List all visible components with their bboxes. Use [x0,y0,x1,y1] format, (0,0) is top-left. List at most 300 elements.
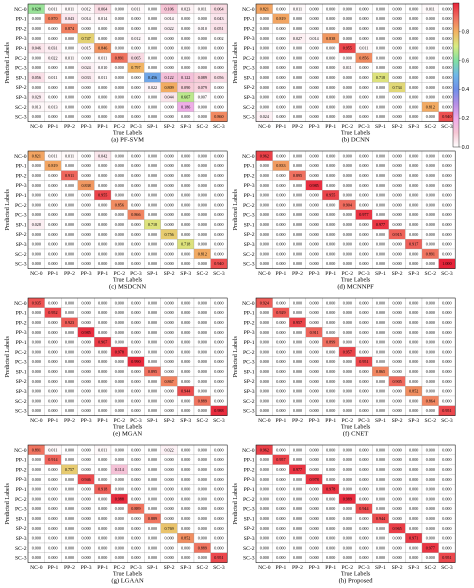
y-tick-label: SC-2 [14,398,27,405]
cell-value: 0.000 [48,486,58,492]
cell-value: 0.718 [375,75,386,80]
cell-value: 0.000 [48,476,58,482]
cell-value: 0.000 [292,329,303,335]
cell-value: 0.000 [359,535,369,541]
cell-value: 0.000 [114,486,124,492]
cell-value: 0.000 [81,359,91,365]
cell-value: 0.000 [326,202,336,208]
cell-value: 0.000 [375,231,386,237]
cell-value: 0.000 [81,261,91,267]
cell-value: 0.000 [114,26,124,31]
cell-value: 0.000 [342,173,352,178]
cell-value: 0.000 [81,555,91,561]
cell-value: 0.000 [326,16,336,22]
cell-value: 0.000 [425,476,435,482]
cell-value: 0.000 [359,35,369,41]
cell-value: 0.000 [164,476,174,482]
cell-value: 0.000 [114,369,124,374]
cell-value: 0.000 [197,231,207,237]
cell-value: 0.889 [147,516,158,521]
cell-value: 0.000 [342,75,352,80]
cell-value: 0.000 [114,555,124,561]
cell-value: 0.000 [276,467,286,472]
cell-value: 0.011 [197,6,207,12]
cell-value: 0.000 [131,535,141,541]
cell-value: 0.089 [197,75,207,80]
cell-value: 0.988 [114,496,124,502]
y-tick-label: SP-1 [15,516,27,523]
cell-value: 0.000 [326,300,336,306]
cell-value: 0.990 [131,359,141,365]
heatmap-svg [2,294,228,439]
cell-value: 0.000 [64,398,75,404]
cell-value: 0.000 [64,300,75,306]
cell-value: 0.000 [164,506,174,512]
x-tick-label: PP-1 [97,417,109,424]
cell-value: 0.000 [64,310,75,316]
x-tick-label: SP-3 [180,123,192,130]
cell-value: 0.000 [81,339,91,345]
cell-value: 0.022 [164,447,174,453]
cell-value: 0.000 [276,535,286,541]
cell-value: 0.000 [359,114,369,120]
cell-value: 0.000 [31,251,41,257]
cell-value: 0.000 [181,310,191,316]
cell-value: 0.000 [114,45,124,51]
cell-value: 0.000 [442,320,452,325]
cell-value: 0.833 [276,163,286,169]
cell-value: 0.000 [442,202,452,208]
x-tick-label: PC-2 [341,270,354,277]
cell-value: 0.000 [375,476,386,482]
cell-value: 0.000 [114,476,124,482]
cell-value: 0.000 [131,300,141,306]
cell-value: 0.000 [409,75,419,80]
cell-value: 0.000 [309,467,319,472]
cell-value: 0.000 [181,457,191,463]
cell-value: 0.000 [392,408,402,414]
cell-value: 0.000 [181,496,191,502]
cell-value: 0.000 [98,535,108,541]
cell-value: 0.965 [392,525,402,531]
cell-value: 0.000 [64,496,75,502]
x-tick-label: SP-2 [391,270,403,277]
cell-value: 0.000 [425,408,435,414]
cell-value: 0.000 [147,329,158,335]
cell-value: 0.957 [276,457,286,463]
cell-value: 0.000 [326,408,336,414]
cell-value: 0.000 [292,369,303,374]
cell-value: 0.000 [259,104,269,110]
cell-value: 0.000 [375,359,386,365]
y-tick-label: PP-3 [15,36,27,43]
cell-value: 0.000 [214,310,224,316]
cell-value: 0.000 [31,212,41,218]
x-tick-label: SP-3 [408,123,420,130]
cell-value: 0.000 [359,241,369,247]
cell-value: 0.000 [276,359,286,365]
cell-value: 0.000 [375,261,386,267]
cell-value: 0.000 [259,84,269,90]
x-axis-label: True Labels [112,129,143,137]
cell-value: 0.000 [309,398,319,404]
cell-value: 0.000 [164,408,174,414]
cell-value: 0.000 [64,94,75,100]
cell-value: 0.000 [214,359,224,365]
y-tick-label: SP-2 [15,232,27,239]
cell-value: 0.000 [409,525,419,531]
cell-value: 0.000 [114,378,124,384]
cell-value: 0.000 [309,310,319,316]
x-tick-label: SC-3 [441,417,453,424]
cell-value: 0.000 [48,516,58,521]
cell-value: 0.000 [181,16,191,22]
cell-value: 0.000 [375,212,386,218]
cell-value: 0.011 [48,75,58,80]
cell-value: 0.000 [425,261,435,267]
cell-value: 0.000 [409,212,419,218]
cell-value: 0.852 [181,535,191,541]
cell-value: 0.000 [181,359,191,365]
cell-value: 0.000 [292,300,303,306]
cell-value: 0.000 [359,555,369,561]
cell-value: 0.000 [131,104,141,110]
cell-value: 0.000 [292,535,303,541]
panel-a [2,0,228,145]
cell-value: 0.000 [342,251,352,257]
cell-value: 0.000 [425,329,435,335]
cell-value: 0.000 [292,339,303,345]
cell-value: 0.000 [98,506,108,512]
cell-value: 0.000 [342,525,352,531]
cell-value: 0.000 [214,486,224,492]
cell-value: 0.012 [131,35,141,41]
y-tick-label: PP-1 [15,163,27,170]
y-tick-label: PC-2 [242,55,255,62]
cell-value: 0.000 [309,153,319,159]
cell-value: 0.978 [309,476,319,482]
y-axis-label: Predicted Labels [232,42,239,84]
x-tick-label: SP-3 [180,417,192,424]
cell-value: 0.000 [147,65,158,71]
cell-value: 0.000 [48,202,58,208]
cell-value: 0.000 [31,84,41,90]
cell-value: 0.000 [64,202,75,208]
cell-value: 0.000 [442,251,452,257]
cell-value: 0.000 [164,300,174,306]
x-tick-label: SP-1 [375,270,386,277]
cell-value: 0.000 [292,75,303,80]
cell-value: 0.000 [197,486,207,492]
y-tick-label: PP-1 [243,163,255,170]
cell-value: 0.000 [48,173,58,178]
cell-value: 0.000 [309,26,319,31]
y-tick-label: PC-3 [242,359,255,366]
cell-value: 0.000 [64,545,75,551]
cell-value: 0.000 [131,447,141,453]
cell-value: 0.000 [214,231,224,237]
cell-value: 0.000 [214,45,224,51]
cell-value: 0.000 [375,320,386,325]
cell-value: 0.000 [342,182,352,188]
cell-value: 0.000 [81,300,91,306]
cell-value: 0.000 [425,16,435,22]
cell-value: 0.000 [309,251,319,257]
cell-value: 0.000 [64,339,75,345]
cell-value: 0.000 [164,329,174,335]
cell-value: 0.000 [359,408,369,414]
cell-value: 0.000 [309,535,319,541]
cell-value: 0.000 [442,16,452,22]
y-tick-label: PC-2 [14,349,27,356]
cell-value: 0.000 [259,408,269,414]
cell-value: 0.000 [309,84,319,90]
cell-value: 0.000 [326,84,336,90]
cell-value: 0.000 [147,6,158,12]
cell-value: 0.000 [131,222,141,227]
cell-value: 0.043 [64,16,75,22]
y-tick-label: PP-3 [243,477,255,484]
x-tick-label: PP-1 [275,417,287,424]
cell-value: 0.000 [64,555,75,561]
cell-value: 0.000 [425,212,435,218]
cell-value: 0.000 [442,310,452,316]
cell-value: 0.870 [48,16,58,22]
cell-value: 0.000 [425,173,435,178]
cell-value: 0.000 [292,447,303,453]
y-tick-label: PP-3 [243,183,255,190]
cell-value: 0.000 [342,104,352,110]
cell-value: 0.911 [64,173,75,178]
cell-value: 0.000 [292,261,303,267]
cell-value: 0.000 [114,300,124,306]
cell-value: 0.000 [409,222,419,227]
cell-value: 0.000 [197,202,207,208]
cell-value: 0.000 [98,457,108,463]
cell-value: 0.812 [425,104,435,110]
cell-value: 0.011 [98,447,108,453]
cell-value: 0.000 [392,388,402,394]
cell-value: 0.000 [409,447,419,453]
cell-value: 0.000 [64,378,75,384]
cell-value: 0.011 [359,45,369,51]
cell-value: 0.000 [164,104,174,110]
cell-value: 0.000 [259,231,269,237]
cell-value: 0.000 [326,545,336,551]
y-tick-label: PP-1 [15,310,27,317]
cell-value: 0.838 [81,182,91,188]
cell-value: 0.000 [392,320,402,325]
cell-value: 0.000 [292,555,303,561]
cell-value: 0.734 [392,84,402,90]
cell-value: 0.000 [98,202,108,208]
cell-value: 0.000 [342,153,352,159]
cell-value: 0.000 [114,182,124,188]
cell-value: 0.000 [292,398,303,404]
cell-value: 0.011 [292,6,303,12]
cell-value: 0.000 [259,310,269,316]
cell-value: 0.000 [147,300,158,306]
x-tick-label: PC-2 [341,123,354,130]
cell-value: 0.000 [259,261,269,267]
cell-value: 0.000 [409,457,419,463]
y-tick-label: PP-1 [15,46,27,52]
cell-value: 0.000 [375,545,386,551]
cell-value: 0.000 [31,506,41,512]
x-tick-label: NC-0 [30,564,43,571]
cell-value: 0.940 [442,114,452,120]
cell-value: 0.000 [359,104,369,110]
cell-value: 0.000 [131,251,141,257]
cell-value: 0.000 [147,173,158,178]
y-tick-label: SP-2 [243,232,255,239]
cell-value: 0.122 [164,75,174,80]
cell-value: 0.000 [114,231,124,237]
cell-value: 0.090 [181,84,191,90]
cell-value: 0.000 [409,516,419,521]
cell-value: 0.000 [342,467,352,472]
x-tick-label: SP-1 [147,270,158,277]
cell-value: 0.000 [425,447,435,453]
cell-value: 0.000 [164,55,174,61]
cell-value: 0.000 [98,163,108,169]
cell-value: 0.000 [48,261,58,267]
cell-value: 0.000 [259,222,269,227]
cell-value: 0.000 [31,388,41,394]
cell-value: 0.000 [98,26,108,31]
cell-value: 0.000 [147,555,158,561]
panel-d [230,147,456,292]
x-tick-label: PC-3 [130,270,142,277]
cell-value: 0.000 [31,202,41,208]
cell-value: 0.000 [197,339,207,345]
cell-value: 0.000 [31,320,41,325]
cell-value: 0.000 [147,94,158,100]
cell-value: 0.000 [181,339,191,345]
cell-value: 0.000 [425,496,435,502]
cell-value: 0.000 [81,153,91,159]
y-tick-label: PP-2 [15,320,27,327]
cell-value: 0.000 [392,6,402,12]
cell-value: 0.000 [425,222,435,227]
y-tick-label: PC-3 [242,212,255,219]
cell-value: 0.000 [181,202,191,208]
cell-value: 0.000 [409,329,419,335]
cell-value: 0.000 [276,173,286,178]
cell-value: 0.000 [309,525,319,531]
cell-value: 0.000 [326,506,336,512]
cell-value: 0.000 [359,94,369,100]
cell-value: 0.000 [375,84,386,90]
cell-value: 0.000 [131,320,141,325]
x-tick-label: SP-3 [408,417,420,424]
cell-value: 0.000 [359,545,369,551]
cell-value: 0.000 [342,222,352,227]
cell-value: 0.000 [214,202,224,208]
cell-value: 0.000 [375,6,386,12]
cell-value: 0.000 [147,467,158,472]
cell-value: 0.000 [359,16,369,22]
cell-value: 0.000 [147,153,158,159]
cell-value: 0.000 [309,75,319,80]
cell-value: 0.000 [409,339,419,345]
cell-value: 0.000 [214,506,224,512]
y-tick-label: SP-1 [15,369,27,376]
cell-value: 0.944 [359,506,369,512]
cell-value: 0.000 [259,359,269,365]
cell-value: 0.000 [342,516,352,521]
cell-value: 0.000 [131,329,141,335]
cell-value: 0.042 [98,153,108,159]
cell-value: 0.000 [81,447,91,453]
cell-value: 0.000 [197,114,207,120]
cell-value: 0.000 [48,182,58,188]
cell-value: 0.000 [64,506,75,512]
cell-value: 0.000 [64,65,75,71]
cell-value: 0.000 [131,173,141,178]
cell-value: 0.000 [309,320,319,325]
cell-value: 0.000 [98,173,108,178]
cell-value: 0.000 [164,212,174,218]
cell-value: 0.000 [342,163,352,169]
cell-value: 0.000 [259,467,269,472]
cell-value: 0.000 [442,388,452,394]
cell-value: 0.000 [375,555,386,561]
cell-value: 0.000 [259,45,269,51]
cell-value: 0.000 [326,75,336,80]
cell-value: 0.000 [259,65,269,71]
y-tick-label: SP-3 [243,536,255,542]
cell-value: 0.000 [214,192,224,198]
cell-value: 0.000 [131,408,141,414]
cell-value: 0.000 [375,241,386,247]
x-axis-label: True Labels [340,423,371,431]
y-tick-label: PP-1 [243,487,255,493]
heatmap-svg [230,147,456,292]
cell-value: 0.000 [114,222,124,227]
y-tick-label: PP-2 [243,320,255,327]
cell-value: 0.000 [31,182,41,188]
cell-value: 0.000 [181,261,191,267]
cell-value: 0.000 [309,447,319,453]
cell-value: 0.000 [81,320,91,325]
cell-value: 0.000 [326,476,336,482]
cell-value: 0.000 [409,26,419,31]
cell-value: 0.797 [131,65,141,71]
cell-value: 0.000 [147,525,158,531]
cell-value: 0.000 [292,94,303,100]
colorbar-tick-label: 0.4 [461,87,470,94]
x-tick-label: SP-2 [163,123,175,130]
x-tick-label: SP-1 [375,123,386,130]
cell-value: 0.812 [197,251,207,257]
cell-value: 0.000 [131,182,141,188]
cell-value: 0.946 [81,476,91,482]
cell-value: 0.013 [31,104,41,110]
cell-value: 0.000 [98,359,108,365]
cell-value: 0.914 [48,457,58,463]
cell-value: 0.923 [64,320,75,325]
cell-value: 0.000 [197,378,207,384]
cell-value: 0.000 [64,369,75,374]
cell-value: 0.000 [181,369,191,374]
y-tick-label: PP-2 [15,173,27,180]
cell-value: 0.000 [114,535,124,541]
cell-value: 0.000 [164,163,174,169]
cell-value: 0.000 [114,388,124,394]
cell-value: 0.000 [197,163,207,169]
cell-value: 0.000 [114,545,124,551]
